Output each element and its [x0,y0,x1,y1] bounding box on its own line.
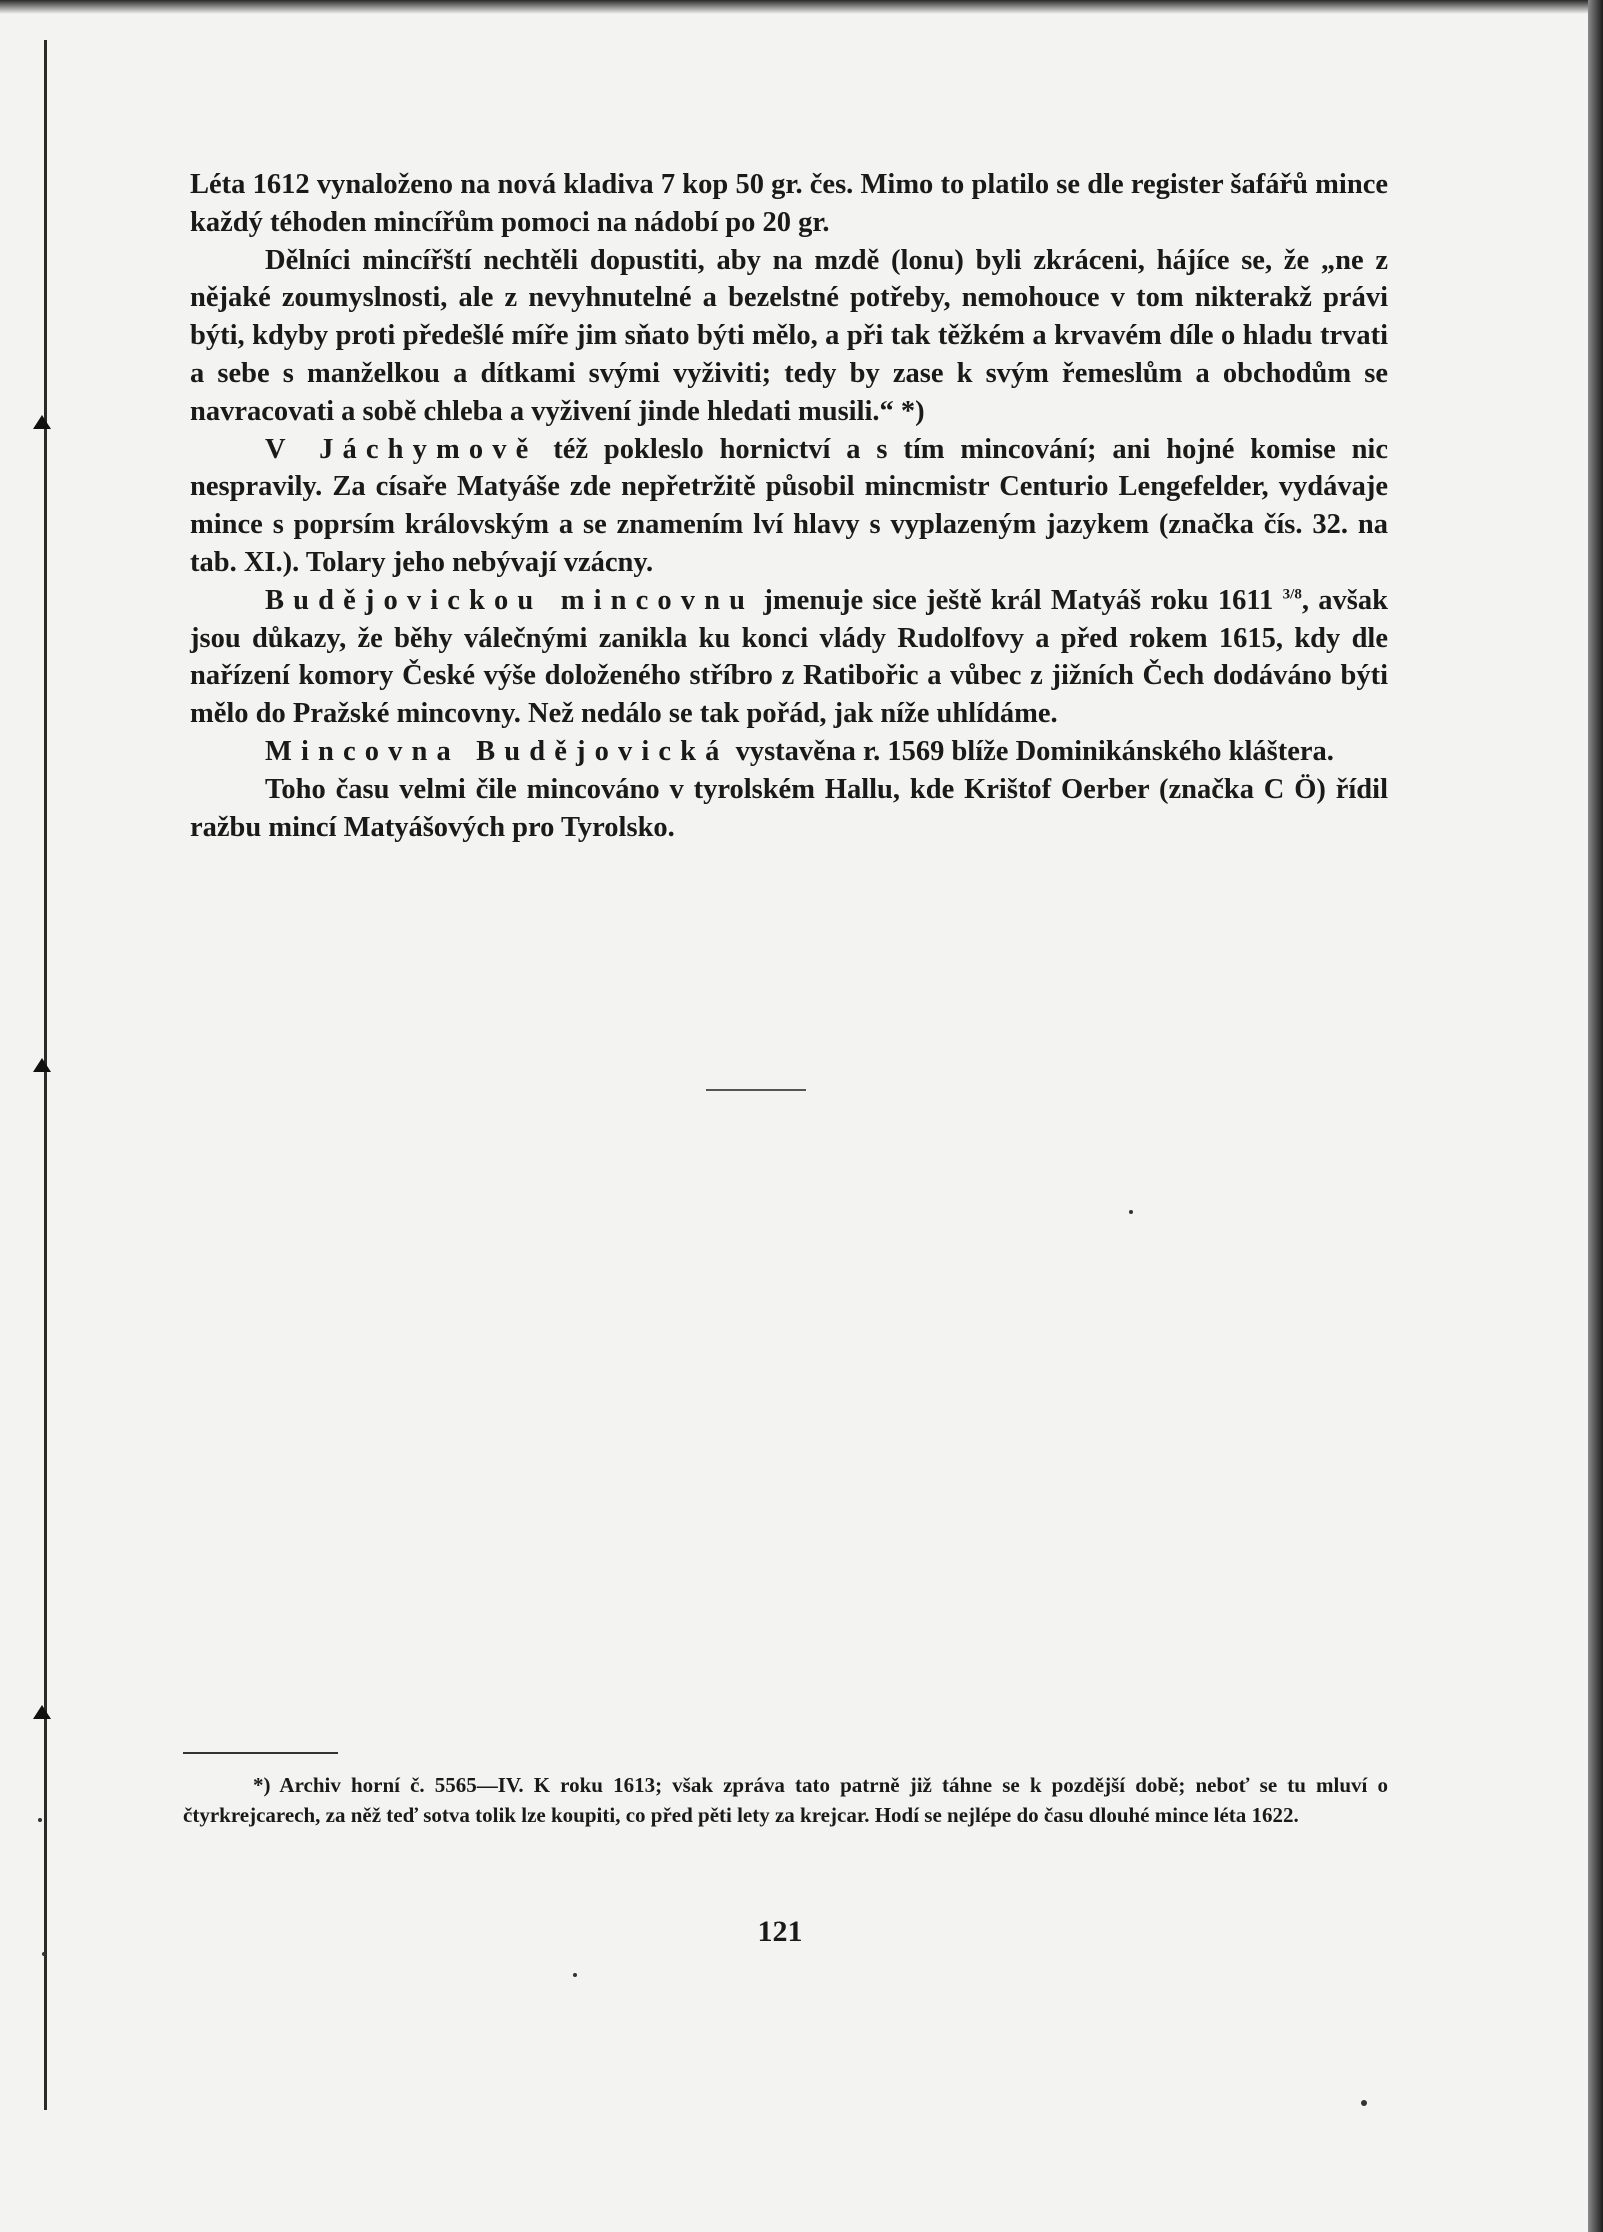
section-separator [706,1089,806,1091]
footnote [183,1770,1388,1830]
paragraph-text: Léta 1612 vynaloženo na nová kladiva 7 kop 50 gr. čes. Mimo to platilo se dle register šafářů mince každý téhoden mincířům pomoci na nádobí po 20 gr. [190,169,1388,238]
speck [1129,1210,1133,1214]
paragraph-text: , avšak jsou důkazy, že běhy válečnými zanikla ku konci vlády Rudolfovy a před rokem 1615, kdy dle nařízení komory České výše doloženého stříbro z Ratibořic a vůbec z jižních Čech dodáváno býti mělo do Pražské mincovny. Než nedálo se tak pořád, jak níže uhlídáme. [190,584,1388,730]
paragraph-text: Toho času velmi čile mincováno v tyrolském Hallu, kde Krištof Oerber (značka C Ö) řídil ražbu mincí Matyášových pro Tyrolsko. [190,773,1388,843]
paragraph-text: vystavěna r. 1569 blíže Dominikánského kláštera. [728,735,1334,767]
paragraph-2 [190,242,1388,431]
paragraph-text: Dělníci mincířští nechtěli dopustiti, aby na mzdě (lonu) byli zkráceni, hájíce se, že „ne z nějaké zoumyslnosti, ale z nevyhnutelné a bezelstné potřeby, nemohouce v tom nikterakž právi býti, kdyby proti předešlé míře jim sňato býti mělo, a při tak těžkém a krvavém díle o hladu trvati a sebe s manželkou a dítkami svými vyživiti; tedy by zase k svým řemeslům a obchodům se navracovati a sobě chleba a vyživení jinde hledati musili.“ *) [190,244,1388,427]
footnote-text: *) Archiv horní č. 5565—IV. K roku 1613; však zpráva tato patrně již táhne se k pozdější době; neboť se tu mluví o čtyrkrejcarech, za něž teď sotva tolik lze koupiti, co před pěti lety za krejcar. Hodí se nejlépe do času dlouhé mince léta 1622. [183,1773,1388,1827]
speck [42,1952,46,1956]
spaced-place-name: Mincovna Budějovická [265,735,729,767]
paragraph-1 [190,166,1388,242]
right-scan-shadow [1588,0,1603,2232]
speck [38,1818,42,1822]
spaced-place-name: Budějovickou mincovnu [265,584,755,616]
spaced-place-name: V Jáchymově [265,433,538,465]
footnote-rule [183,1752,338,1754]
page-number: 121 [757,1915,803,1948]
paragraph-text: jmenuje sice ještě král Matyáš roku 1611 [754,584,1283,616]
date-fraction: 3/8 [1282,586,1302,603]
paragraph-4 [190,582,1388,733]
arrow-mark-icon [33,415,51,429]
arrow-mark-icon [33,1058,51,1072]
binding-edge-line [44,40,47,2110]
top-scan-shadow [0,0,1588,14]
speck [1361,2100,1367,2106]
paragraph-3 [190,431,1388,582]
body-text [190,166,1388,846]
paragraph-5 [190,733,1388,771]
paragraph-text: též pokleslo hornictví a s tím mincování; ani hojné komise nic nespravily. Za císaře Matyáše zde nepřetržitě působil mincmistr Centurio Lengefelder, vydávaje mince s poprsím královským a se znamením lví hlavy s vyplazeným jazykem (značka čís. 32. na tab. XI.). Tolary jeho nebývají vzácny. [190,433,1388,578]
paragraph-6 [190,771,1388,847]
speck [573,1973,577,1977]
arrow-mark-icon [33,1705,51,1719]
